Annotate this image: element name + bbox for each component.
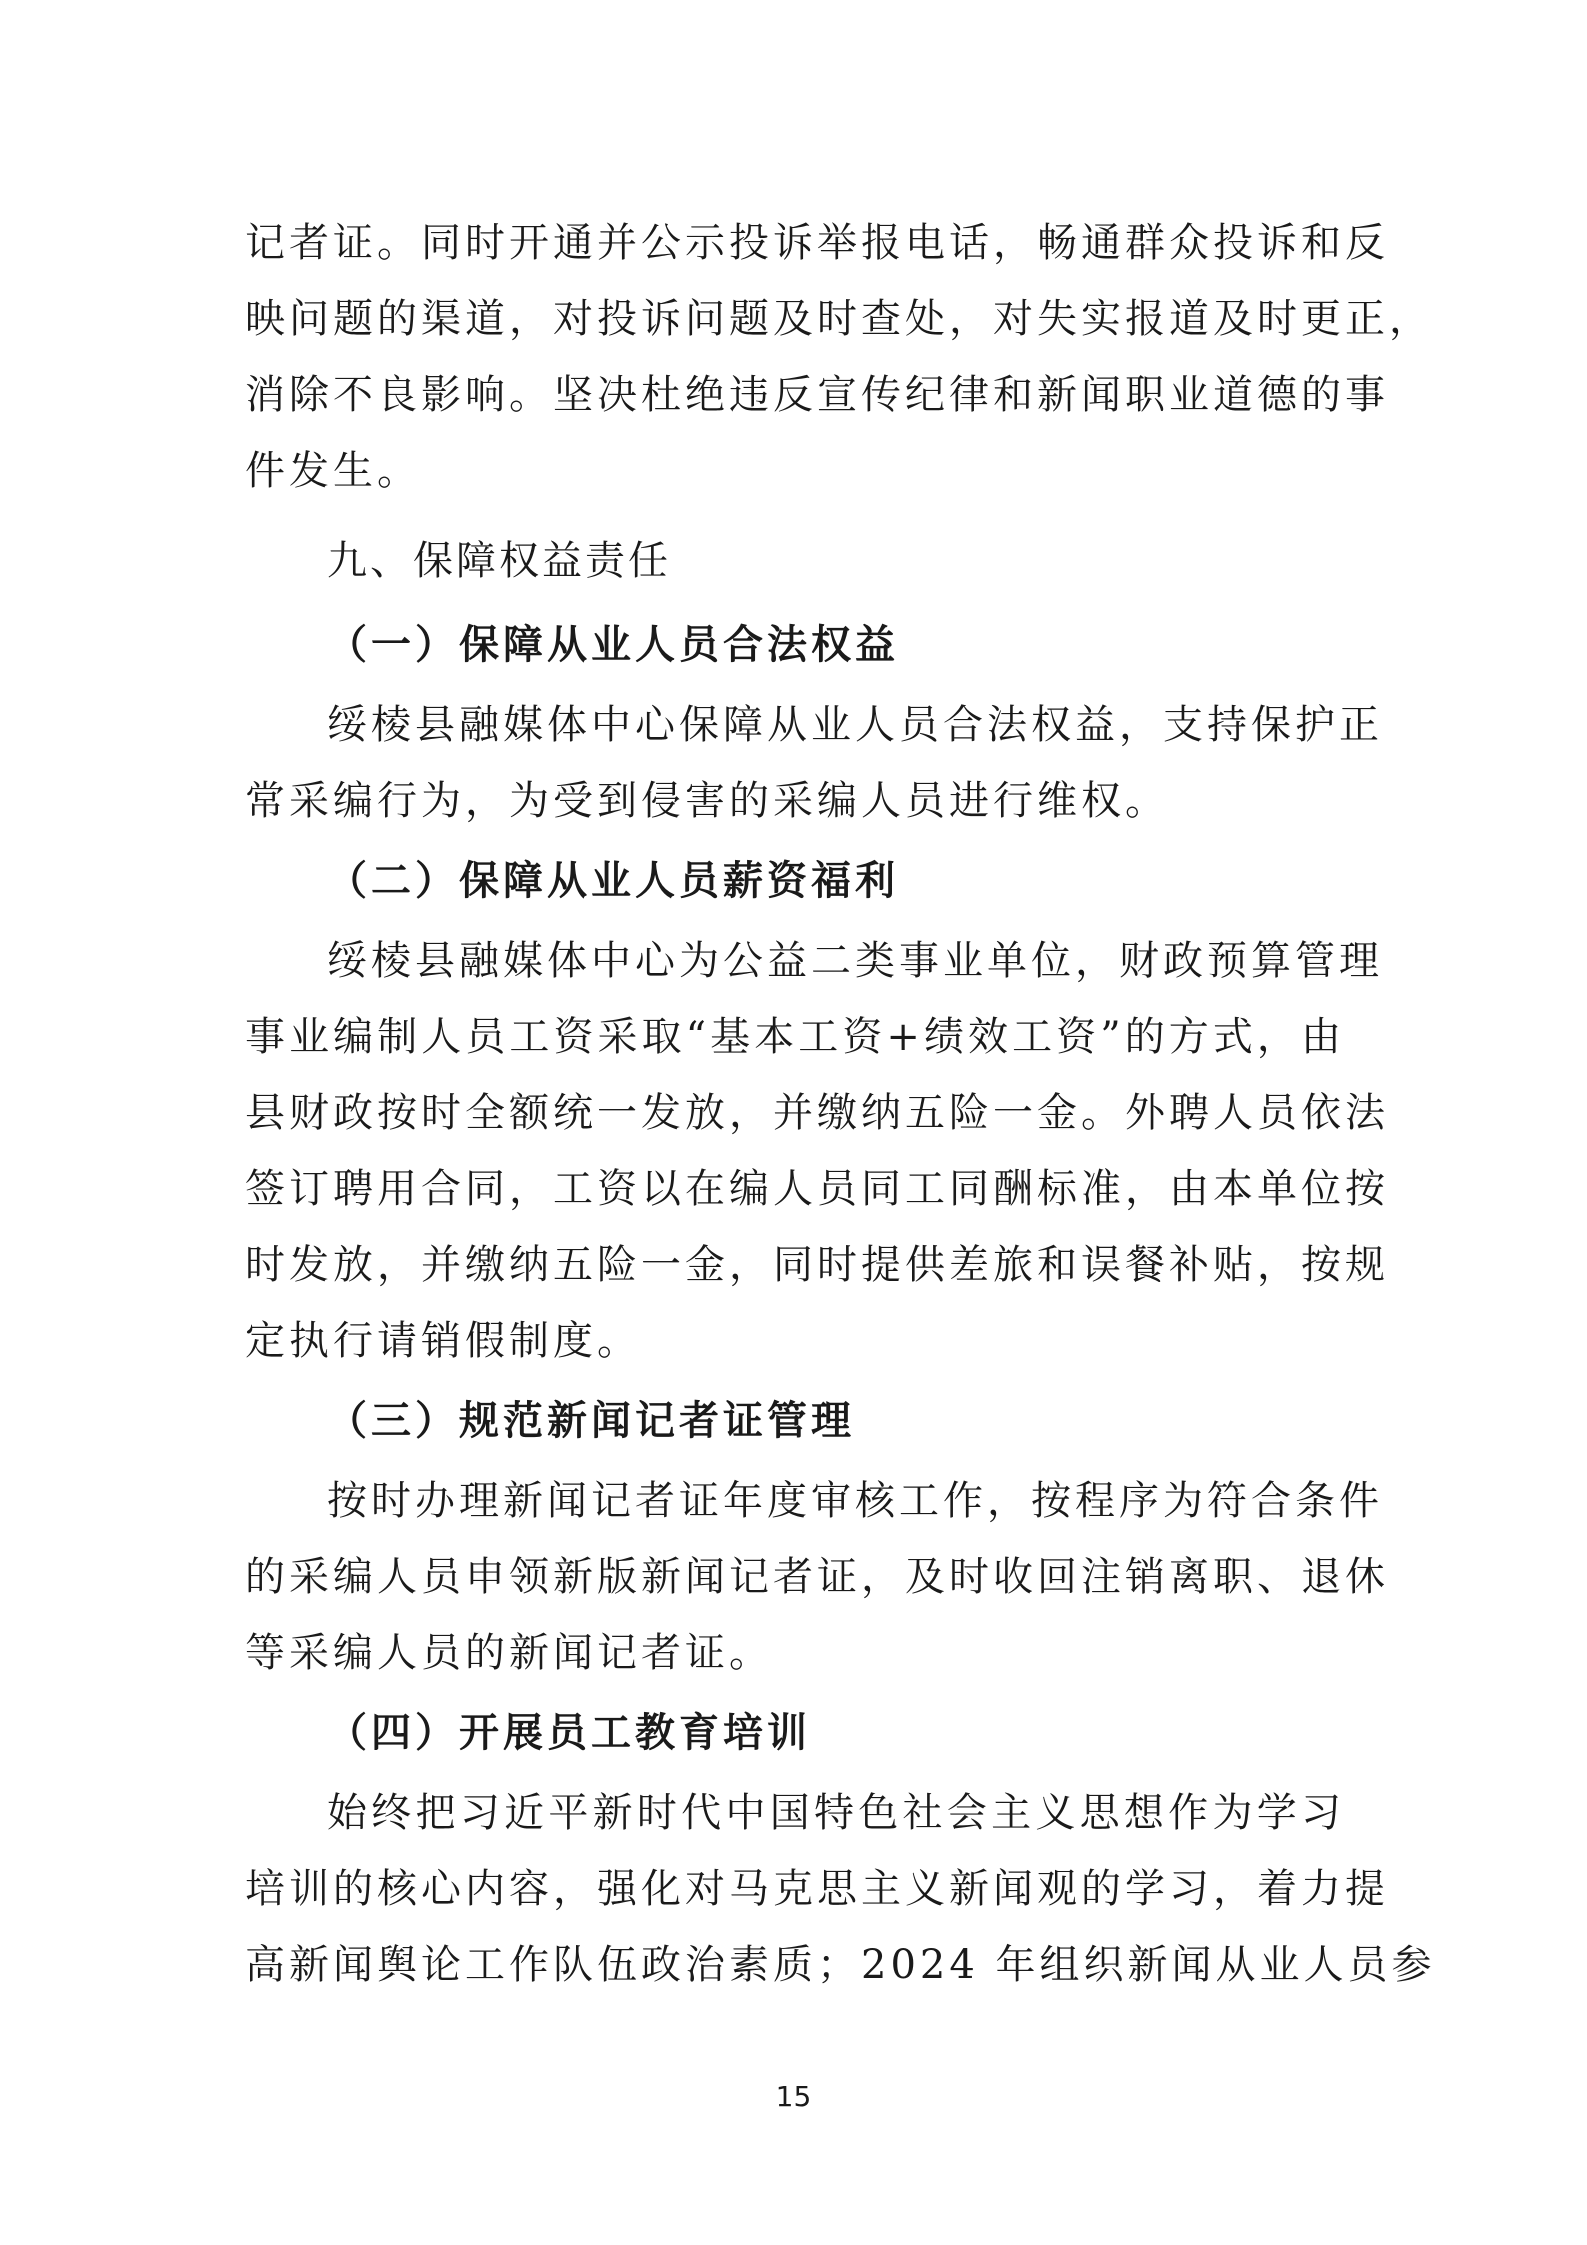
paragraph-line: 映问题的渠道，对投诉问题及时查处，对失实报道及时更正，	[245, 296, 1433, 342]
section-heading: 九、保障权益责任	[327, 538, 671, 584]
paragraph-line: 高新闻舆论工作队伍政治素质；2024 年组织新闻从业人员参	[245, 1942, 1436, 1988]
paragraph-line: 的采编人员申领新版新闻记者证，及时收回注销离职、退休	[245, 1554, 1389, 1600]
subsection-heading: （一）保障从业人员合法权益	[327, 621, 899, 668]
subsection-paragraph	[245, 687, 1383, 839]
paragraph-line: 始终把习近平新时代中国特色社会主义思想作为学习	[327, 1790, 1345, 1836]
paragraph-line: 定执行请销假制度。	[245, 1318, 641, 1364]
subsection-heading: （二）保障从业人员薪资福利	[327, 857, 899, 904]
paragraph-line: 时发放，并缴纳五险一金，同时提供差旅和误餐补贴，按规	[245, 1242, 1389, 1288]
subsection-heading: （四）开展员工教育培训	[327, 1709, 811, 1756]
paragraph-line: 县财政按时全额统一发放，并缴纳五险一金。外聘人员依法	[245, 1090, 1389, 1136]
paragraph-line: 消除不良影响。坚决杜绝违反宣传纪律和新闻职业道德的事	[245, 372, 1389, 418]
paragraph-line: 签订聘用合同，工资以在编人员同工同酬标准，由本单位按	[245, 1166, 1389, 1212]
continuation-paragraph	[245, 205, 1433, 509]
paragraph-line: 等采编人员的新闻记者证。	[245, 1630, 773, 1676]
subsection-heading: （三）规范新闻记者证管理	[327, 1397, 855, 1444]
paragraph-line: 记者证。同时开通并公示投诉举报电话，畅通群众投诉和反	[245, 220, 1389, 266]
paragraph-line: 按时办理新闻记者证年度审核工作，按程序为符合条件	[327, 1478, 1383, 1524]
paragraph-line: 常采编行为，为受到侵害的采编人员进行维权。	[245, 778, 1169, 824]
page-number: 15	[775, 2080, 812, 2113]
document-page	[245, 205, 1436, 2003]
paragraph-line: 件发生。	[245, 448, 421, 494]
paragraph-line: 绥棱县融媒体中心为公益二类事业单位，财政预算管理	[327, 938, 1383, 984]
paragraph-line: 绥棱县融媒体中心保障从业人员合法权益，支持保护正	[327, 702, 1383, 748]
subsection-paragraph	[245, 1775, 1436, 2003]
subsection-paragraph	[245, 1463, 1389, 1691]
subsection-paragraph	[245, 923, 1389, 1379]
paragraph-line: 培训的核心内容，强化对马克思主义新闻观的学习，着力提	[245, 1866, 1389, 1912]
paragraph-line: 事业编制人员工资采取“基本工资+绩效工资”的方式，由	[245, 1014, 1345, 1060]
